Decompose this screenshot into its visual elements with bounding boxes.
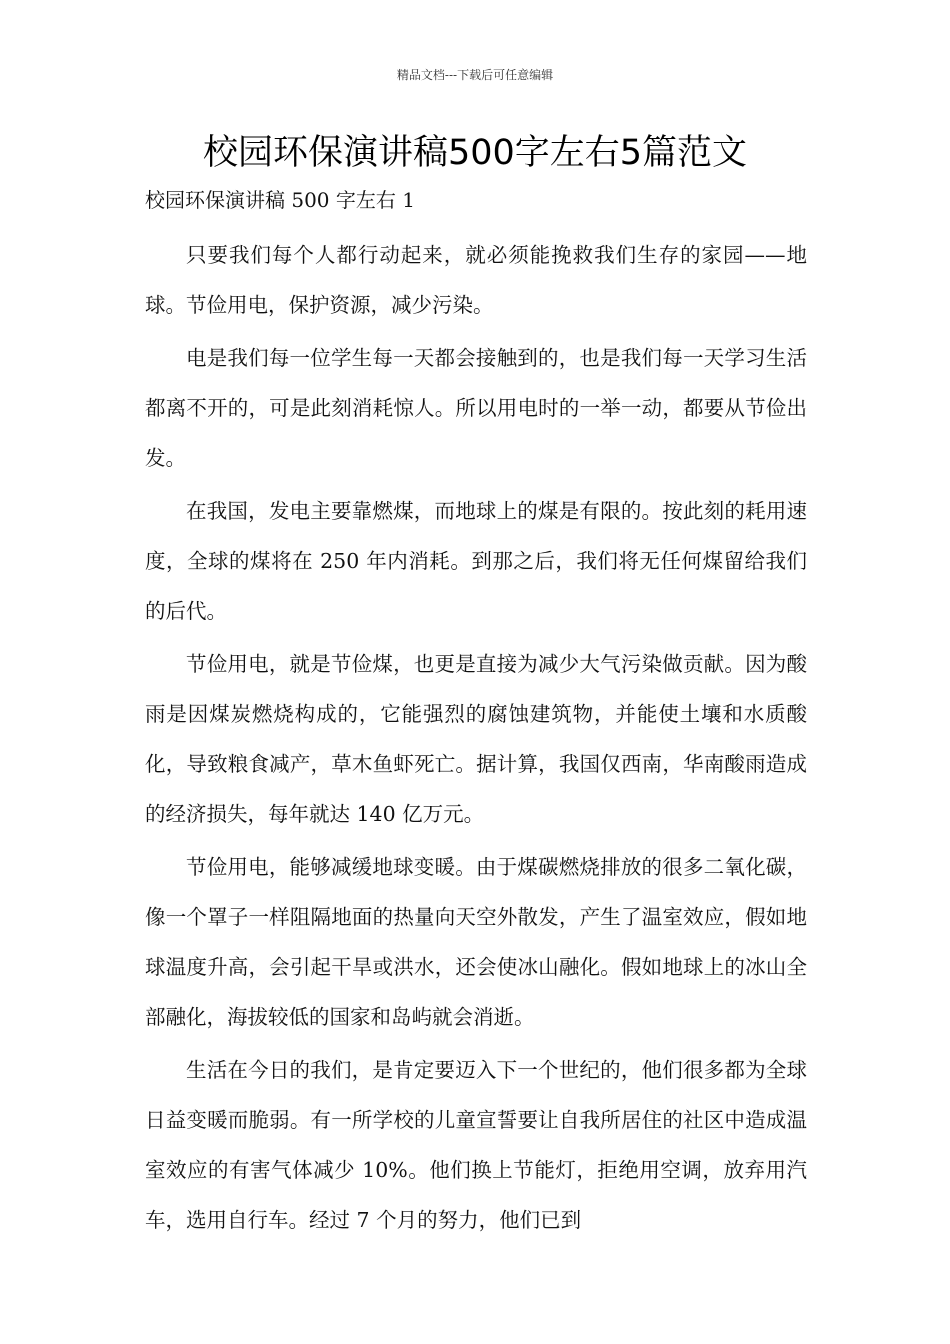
paragraph: 电是我们每一位学生每一天都会接触到的，也是我们每一天学习生活都离不开的，可是此刻消耗惊人。所以用电时的一举一动，都要从节俭出发。 — [145, 346, 807, 470]
paragraph: 在我国，发电主要靠燃煤，而地球上的煤是有限的。按此刻的耗用速度，全球的煤将在 250 年内消耗。到那之后，我们将无任何煤留给我们的后代。 — [145, 499, 807, 623]
paragraph: 节俭用电，就是节俭煤，也更是直接为减少大气污染做贡献。因为酸雨是因煤炭燃烧构成的，它能强烈的腐蚀建筑物，并能使土壤和水质酸化，导致粮食减产，草木鱼虾死亡。据计算，我国仅西南，华南酸雨造成的经济损失，每年就达 140 亿万元。 — [145, 652, 807, 826]
section-subtitle: 校园环保演讲稿 500 字左右 1 — [145, 188, 415, 212]
paragraph: 生活在今日的我们，是肯定要迈入下一个世纪的，他们很多都为全球日益变暖而脆弱。有一所学校的儿童宣誓要让自我所居住的社区中造成温室效应的有害气体减少 10%。他们换上节能灯，拒绝用空调，放弃用汽车，选用自行车。经过 7 个月的努力，他们已到 — [145, 1058, 807, 1232]
paragraph: 节俭用电，能够减缓地球变暖。由于煤碳燃烧排放的很多二氧化碳，像一个罩子一样阻隔地面的热量向天空外散发，产生了温室效应，假如地球温度升高，会引起干旱或洪水，还会使冰山融化。假如地球上的冰山全部融化，海拔较低的国家和岛屿就会消逝。 — [145, 855, 807, 1029]
document-title: 校园环保演讲稿500字左右5篇范文 — [202, 133, 748, 173]
paragraph: 只要我们每个人都行动起来，就必须能挽救我们生存的家园——地球。节俭用电，保护资源，减少污染。 — [145, 243, 807, 317]
header-note: 精品文档---下载后可任意编辑 — [396, 68, 554, 82]
document-body — [145, 230, 807, 1248]
